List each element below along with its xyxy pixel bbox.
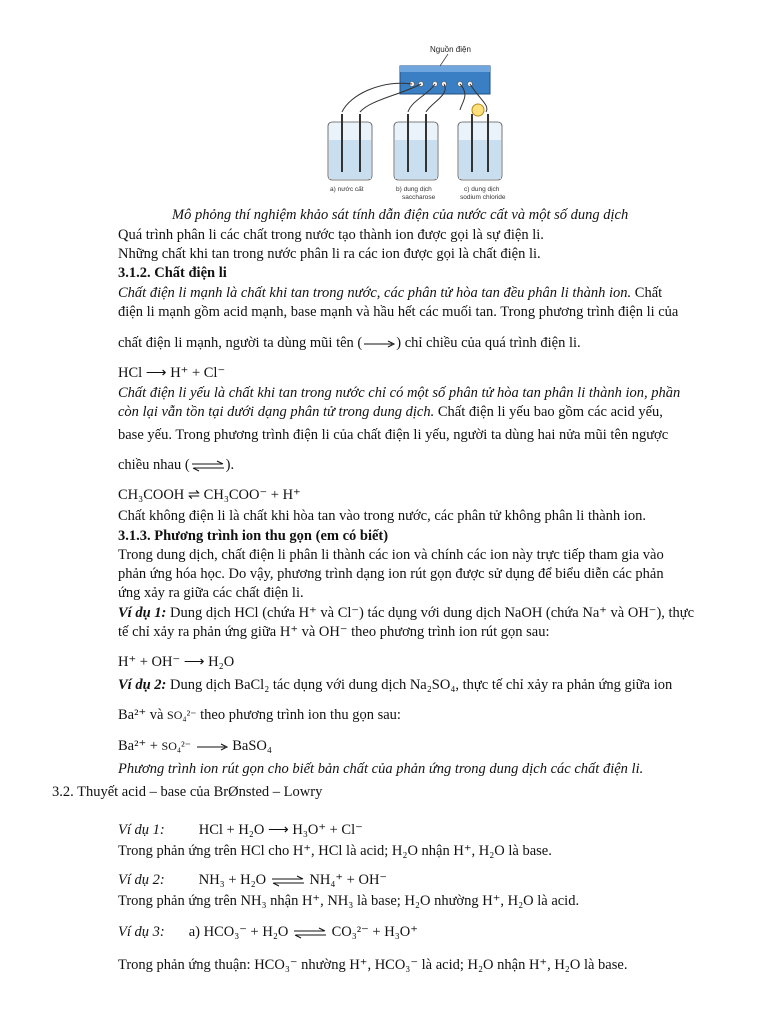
equation-hcl: HCl ⟶ H⁺ + Cl⁻ [118, 365, 226, 381]
ionic-eq-line3: ứng xảy ra giữa các chất điện li. [118, 585, 304, 601]
weak-electrolyte-line2: còn lại vẫn tồn tại dưới dạng phân tử trong dung dịch. Chất điện li yếu bao gồm các acid yếu, [118, 404, 663, 420]
strong-electrolyte-line1: Chất điện li mạnh là chất khi tan trong nước, các phân tử hòa tan đều phân li thành ion. Chất [118, 285, 663, 301]
weak-electrolyte-line3: base yếu. Trong phương trình điện li của chất điện li yếu, người ta dùng hai nửa mũi tên ngược [118, 427, 669, 443]
power-source-label: Nguồn điện [430, 45, 471, 54]
beaker-c-label: c) dung dịch [464, 186, 500, 193]
paragraph-electrolyte: Những chất khi tan trong nước phân li ra các ion được gọi là chất điện li. [118, 246, 541, 262]
experiment-figure [300, 40, 520, 204]
bronsted-example2-text: Trong phản ứng trên NH₃ nhận H⁺, NH₃ là base; H₂O nhường H⁺, H₂O là acid. [118, 893, 580, 909]
equilibrium-arrow-icon [292, 927, 328, 939]
bronsted-example1-text: Trong phản ứng trên HCl cho H⁺, HCl là acid; H₂O nhận H⁺, H₂O là base. [118, 843, 552, 859]
figure-caption: Mô phỏng thí nghiệm khảo sát tính dẫn điện của nước cất và một số dung dịch [172, 207, 629, 223]
heading-3-1-3: 3.1.3. Phương trình ion thu gọn (em có biết) [118, 528, 389, 544]
ionic-eq-line2: phản ứng hóa học. Do vậy, phương trình dạng ion rút gọn được sử dụng để biểu diễn các phản [118, 566, 664, 582]
heading-3-2: 3.2. Thuyết acid – base của BrØnsted – Lowry [52, 784, 323, 800]
conclusion-line: Phương trình ion rút gọn cho biết bản chất của phản ứng trong dung dịch các chất điện li. [118, 761, 644, 777]
weak-electrolyte-line4: chiều nhau ( ). [118, 457, 235, 473]
paragraph-dissociation: Quá trình phân li các chất trong nước tạo thành ion được gọi là sự điện li. [118, 227, 544, 243]
beaker-b-label: b) dung dịch [396, 186, 432, 193]
beaker-c-sublabel: sodium chloride [460, 194, 506, 201]
example1-line2: tế chỉ xảy ra phản ứng giữa H⁺ và OH⁻ theo phương trình ion rút gọn sau: [118, 624, 550, 640]
non-electrolyte-definition: Chất không điện li là chất khi hòa tan vào trong nước, các phân tử không phân li thành ion. [118, 508, 646, 524]
beaker-a-label: a) nước cất [330, 186, 364, 193]
equation-water: H⁺ + OH⁻ ⟶ H₂O [118, 654, 235, 670]
heading-3-1-2: 3.1.2. Chất điện li [118, 265, 227, 281]
strong-electrolyte-line3: chất điện li mạnh, người ta dùng mũi tên ( ) chỉ chiều của quá trình điện li. [118, 335, 581, 351]
equation-barium-sulfate: Ba²⁺ + SO₄²⁻ BaSO₄ [118, 738, 272, 754]
beaker-b-sublabel: saccharose [402, 194, 436, 201]
example2-line1: Ví dụ 2: Dung dịch BaCl₂ tác dụng với dung dịch Na₂SO₄, thực tế chỉ xảy ra phản ứng giữa ion [118, 677, 673, 693]
equilibrium-arrow-icon [270, 875, 306, 887]
single-arrow-icon [362, 339, 396, 349]
equilibrium-arrow-icon [190, 460, 226, 472]
bronsted-example3-text: Trong phản ứng thuận: HCO₃⁻ nhường H⁺, HCO₃⁻ là acid; H₂O nhận H⁺, H₂O là base. [118, 957, 628, 973]
weak-electrolyte-line1: Chất điện li yếu là chất khi tan trong nước chỉ có một số phân tử hòa tan phân li thành ion, phần [118, 385, 681, 401]
example1-line1: Ví dụ 1: Dung dịch HCl (chứa H⁺ và Cl⁻) tác dụng với dung dịch NaOH (chứa Na⁺ và OH⁻), thực [118, 605, 695, 621]
equation-acetic-acid: CH₃COOH ⇌ CH₃COO⁻ + H⁺ [118, 487, 301, 503]
bronsted-example2-eq: Ví dụ 2: NH₃ + H₂O NH₄⁺ + OH⁻ [118, 872, 388, 888]
electrolysis-apparatus-illustration [300, 40, 520, 204]
bronsted-example1-eq: Ví dụ 1: HCl + H₂O ⟶ H₃O⁺ + Cl⁻ [118, 822, 363, 838]
single-arrow-icon [195, 742, 229, 752]
ionic-eq-line1: Trong dung dịch, chất điện li phân li thành các ion và chính các ion này trực tiếp tham gia vào [118, 547, 664, 563]
strong-electrolyte-line2: điện li mạnh gồm acid mạnh, base mạnh và hầu hết các muối tan. Trong phương trình điện li của [118, 304, 679, 320]
bronsted-example3-eq: Ví dụ 3: a) HCO₃⁻ + H₂O CO₃²⁻ + H₃O⁺ [118, 924, 418, 940]
example2-line2: Ba²⁺ và SO₄²⁻ theo phương trình ion thu gọn sau: [118, 707, 401, 723]
